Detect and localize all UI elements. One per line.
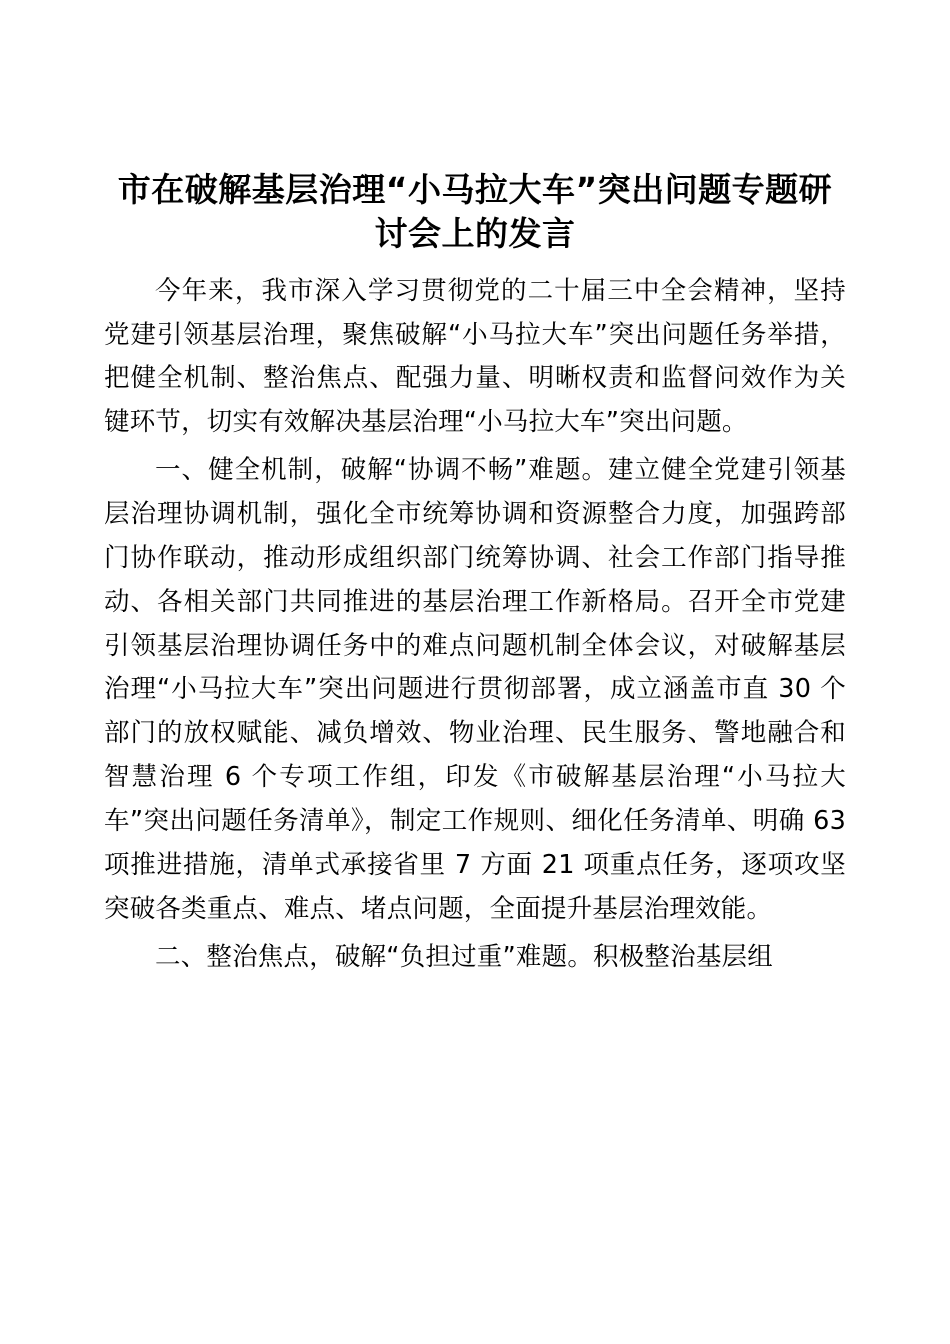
paragraph-2: 一、健全机制，破解“协调不畅”难题。建立健全党建引领基层治理协调机制，强化全市统筹协调和资源整合力度，加强跨部门协作联动，推动形成组织部门统筹协调、社会工作部门指导推动、各相关部门共同推进的基层治理工作新格局。召开全市党建引领基层治理协调任务中的难点问题机制全体会议，对破解基层治理“小马拉大车”突出问题进行贯彻部署，成立涵盖市直 30 个部门的放权赋能、减负增效、物业治理、民生服务、警地融合和智慧治理 6 个专项工作组，印发《市破解基层治理“小马拉大车”突出问题任务清单》，制定工作规则、细化任务清单、明确 63 项推进措施，清单式承接省里 7 方面 21 项重点任务，逐项攻坚突破各类重点、难点、堵点问题，全面提升基层治理效能。 [104, 455, 846, 924]
paragraph-1: 今年来，我市深入学习贯彻党的二十届三中全会精神，坚持党建引领基层治理，聚焦破解“小马拉大车”突出问题任务举措，把健全机制、整治焦点、配强力量、明晰权责和监督问效作为关键环节，切实有效解决基层治理“小马拉大车”突出问题。 [104, 275, 846, 438]
paragraph-3: 二、整治焦点，破解“负担过重”难题。积极整治基层组 [155, 941, 773, 972]
page-title: 市在破解基层治理“小马拉大车”突出问题专题研讨会上的发言 [117, 170, 833, 253]
